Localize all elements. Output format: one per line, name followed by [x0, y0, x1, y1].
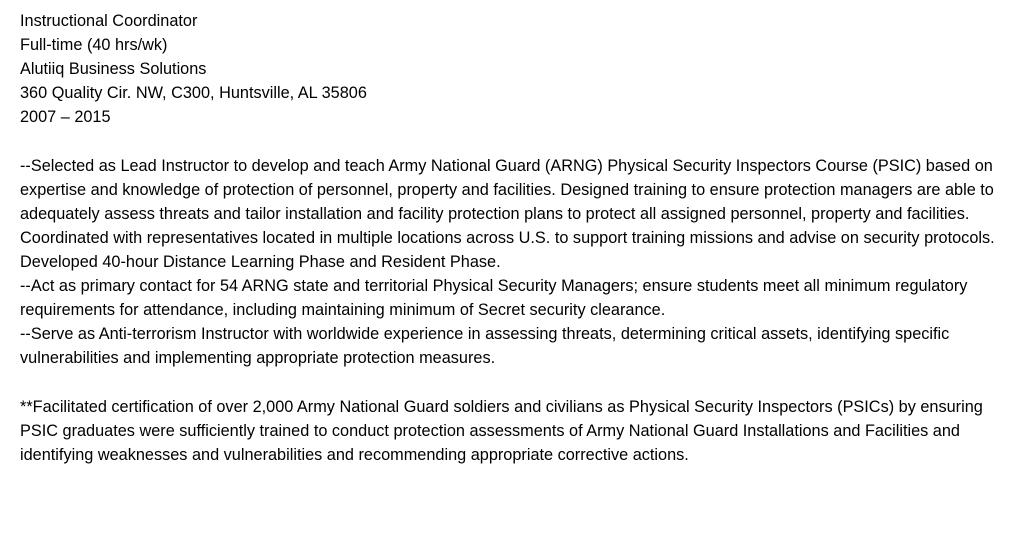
spacer: [20, 129, 1004, 153]
accomplishment-paragraph: **Facilitated certification of over 2,000 Army National Guard soldiers and civilians as Physical Security Inspectors (PSICs) by ensuring PSIC graduates were sufficiently trained to conduct protection assessments of Army National Guard Installations and Facilities and identifying weaknesses and vulnerabilities and recommending appropriate corrective actions.: [20, 397, 983, 464]
duty-paragraph: --Act as primary contact for 54 ARNG state and territorial Physical Security Managers; ensure students meet all minimum regulatory requirements for attendance, including maintaining minimum of Secret security clearance.: [20, 277, 968, 320]
employer-name: Alutiiq Business Solutions: [20, 60, 207, 79]
employer-address: 360 Quality Cir. NW, C300, Huntsville, AL 35806: [20, 84, 367, 103]
spacer: [20, 370, 1004, 394]
duty-paragraph: --Selected as Lead Instructor to develop and teach Army National Guard (ARNG) Physical Security Inspectors Course (PSIC) based on expertise and knowledge of protection of personnel, property and facilities. Designed training to ensure protection managers are able to adequately assess threats and tailor installation and facility protection plans to protect all assigned personnel, property and facilities. Coordinated with representatives located in multiple locations across U.S. to support training missions and advise on security protocols. Developed 40-hour Distance Learning Phase and Resident Phase.: [20, 156, 995, 271]
employment-dates: 2007 – 2015: [20, 108, 111, 127]
duty-paragraph: --Serve as Anti-terrorism Instructor with worldwide experience in assessing threats, determining critical assets, identifying specific vulnerabilities and implementing appropriate protection measures.: [20, 325, 950, 368]
job-title: Instructional Coordinator: [20, 12, 198, 30]
job-schedule: Full-time (40 hrs/wk): [20, 36, 168, 55]
